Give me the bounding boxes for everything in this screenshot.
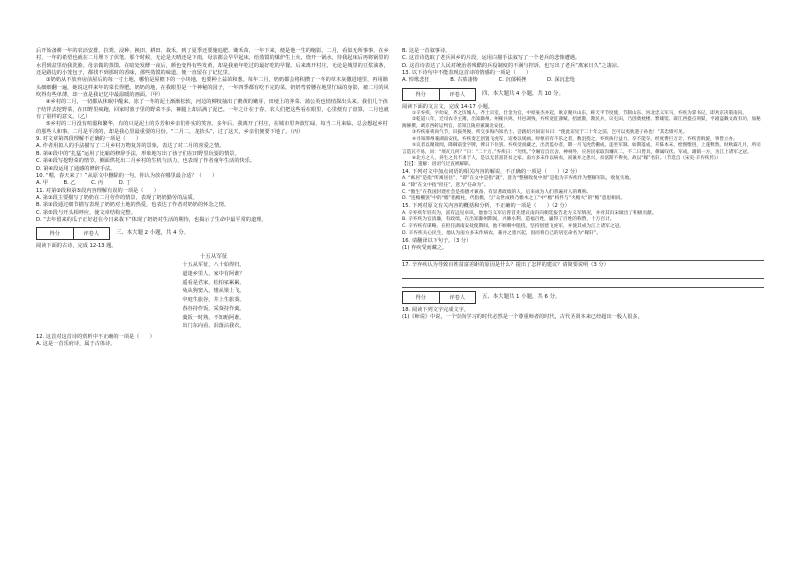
poem-line: 遥看是君家，松柏冢累累。 <box>182 279 245 286</box>
question-15: 15. 下列对原文有关内容的概括和分析，不正确的一项是（ ）（2 分） <box>402 203 570 210</box>
poem-block <box>36 253 391 331</box>
question-10-options: A. 甲 B. 乙 C. 丙 D. 丁 <box>36 180 132 187</box>
section-3-header: 三、本大题 2 小题，共 4 分。 <box>116 230 190 237</box>
classical-text <box>402 111 764 169</box>
poem-line: 兔从狗窦入，雉从梁上飞。 <box>182 288 245 295</box>
poem-line: 十五从军征，八十始得归。 <box>182 262 245 269</box>
question-12: 12. 这首对这首诗的赏析中不正确的一项是（ ） <box>36 333 155 340</box>
question-11-option-d: D. “去年留来的瓜子正好赶在今日来栽下”体现了奶奶对生活的期待，也揭示了生命中最平常的道理。 <box>36 216 267 223</box>
score-cells <box>36 227 110 240</box>
reading-para-4: ④乡村的二月，一切都从休眠中醒来。冻了一冬的泥土渐渐松软，河边的柳枝抽出了鹅黄的嫩芽，田埂上的荠菜、蒲公英也悄悄探出头来。我们几个孩子结伴去挖野菜，在田野里疯跑，回家时篮子里的野菜不多，裤腿上却沾满了泥巴。一年之计在于春，农人们把这些看在眼里，心里便有了盘算，二月也就有了别样的意义。（乙） <box>36 99 389 121</box>
section-4-intro: 阅读下面的文言文，完成 14-17 小题。 <box>402 103 493 110</box>
question-11-option-c: C. 第⑤段与开头相呼应，使文章结构完整。 <box>36 209 136 216</box>
question-14-option-b: B. “除”在文中指“担任”，意为“任命为”。 <box>402 182 489 188</box>
classical-para-2: ②乾道八年，迁司农寺主簿，出知滁州。州罹兵烬，井邑凋残，弃疾宽征薄赋，招流散，教民兵，议屯田，乃创奠枕楼、繁雄馆。辟江西提点刑狱，平剧盗赖文政有功，加秘阁修撰。调京西转运判官，差知江陵府兼湖北安抚。 <box>402 117 761 129</box>
poem-title: 十五从军征 <box>199 253 228 260</box>
classical-para-6: ⑥北方之人，养生之具不求于人，是以无甚富甚贫之家。南方多末作以病农，而兼并之患兴，贫富斯不侔矣。故以“稼”名轩。（节选自《宋史·辛弃疾传》） <box>412 155 721 161</box>
score-label: 得分 <box>403 292 440 303</box>
score-box-section-5 <box>402 291 764 304</box>
classical-para-1: ①辛弃疾，字幼安，齐之历城人。齐土宗室，仕金为官，中原豪杰并起，耿京聚兵山东，称天平节度使，节制山东、河北忠义军马，弃疾为掌书记，即劝京决策南向。 <box>412 111 747 117</box>
question-11: 11. 对第③段和第⑤段内容理解有误的一项是（ ） <box>36 187 159 194</box>
answer-line[interactable] <box>402 271 764 279</box>
question-18-text: (1)《师说》中说，一个崇尚学习的时代必然是一个尊重师者的时代，古代圣贤本来已经超出一般人很多， <box>402 314 643 321</box>
question-11-option-b: B. 第③段通过细节描写表现了奶奶对土地的热爱，也表达了作者对奶奶的怀念之情。 <box>36 202 230 209</box>
annotation-note: 【注】：遗解：因语气过直被解职。 <box>402 162 474 168</box>
question-15-option-a: A. 辛弃疾年轻有为，富有远见卓识，他参与义军后曾首先建议南归向朝廷报告北方义军情况，并对其归宋做出了积极贡献。 <box>402 210 657 216</box>
poem-line: 中庭生旅谷，井上生旅葵。 <box>182 297 245 304</box>
reading-para-3: ③奶奶从不放弃房前屋后的每一寸土地，哪怕是屋檐下的一小块地，也要种上蒜苗和葱。每年二月，奶奶都会将积攒了一冬的草木灰撒进地里，再用锄头细细翻一遍，她说这样来年的菜长得肥。奶奶的地，在我眼里是一个神秘的园子，一年四季都有吃不完的菜。奶奶弯着腰在地里忙碌的身影，被二月的风吹得有些单薄，却一直是我记忆中最温暖的画面。（甲） <box>36 77 389 99</box>
question-18: 18. 阅读下列文字完成文字。 <box>402 306 469 313</box>
reading-para-5: ⑤乡村的二月没有喧嚣和繁华，有的只是泥土的芬芳和乡亲们朴实的笑容。多年后，我离开了村庄，在城市里奔波忙碌，每当二月来临，总会想起乡村的那些人和事。二月是平淡的，却是我心里最重要的月份。“二月二，龙抬头”，过了这天，乡亲们便要下地了。（丙） <box>36 121 388 135</box>
classical-para-5: ⑤议者以聚敛闻，降御前金字牌，俾日下住罢。弃疾受而藏之，出责监办者，期一月飞虎营栅成，违坐军制。如期落成，开陈本末，绘图缴进，上遂释然。时秋霖几月，所司言造瓦不易，问：“须瓦几何？”曰：“二十万。”弃疾曰：“勿忧。”令厢官自官舍、神祠外，应居民家取沟𡑞瓦二，不二日皆具，僚属叹伏。军成，雄镇一方，为江上诸军之冠。 <box>402 143 761 155</box>
question-14: 14. 下列对文中加点词语的相关内容的解说，不正确的一项是（ ）（2 分） <box>402 168 581 175</box>
question-10: 10. “嗯，春天来了！”从原文中删除的一句，你认为放在哪里最合适？（ ） <box>36 172 218 179</box>
question-12-option-c: C. 这首诗选取了老兵回乡的片段，运用白描手法叙写了一个老兵的悲惨遭遇。 <box>402 55 581 62</box>
score-label: 得分 <box>37 228 74 239</box>
grader-label: 评卷人 <box>449 294 466 301</box>
score-label: 得分 <box>403 89 440 100</box>
right-column <box>402 48 764 322</box>
classical-para-4: ④寻知潭州兼湖南安抚。弃疾奏乞创置飞虎军，诏委以规画。时枢府有不乐之者，数沮挠之，弃疾执行益力，卒不能夺。经度费巨万计，弃疾善斡旋，事皆立办。 <box>412 136 738 142</box>
classical-para-3: ③弃疾豪爽尚气节，识拔英俊，所交多海内知名士。尝跋绍兴间诏书曰：“使此诏见于二十年之前，岂可以夷狄遗子孙也！”其忠愤可见。 <box>412 130 688 136</box>
score-box-section-3 <box>36 227 391 240</box>
question-16: 16. 请翻译以下句子。（3 分） <box>402 237 472 244</box>
answer-line[interactable] <box>402 253 764 261</box>
section-4-header: 四、本大题共 4 小题，共 10 分。 <box>482 90 564 97</box>
question-12-option-d: D. 这首诗表达了人民对统治者残酷的兵役制度的不满与控诉，也写出了老兵“离家日久”之凄凉。 <box>402 62 623 69</box>
question-15-option-d: D. 辛弃疾关心民生，他认为南方多末作病农，兼并之患兴起，因而将自己的居室命名为“稼轩”。 <box>402 230 601 236</box>
question-9-option-d: D. 第④段运用了通感的修辞手法。 <box>36 165 116 172</box>
score-box-section-4 <box>402 88 764 101</box>
question-11-option-a: A. 第③段主要描写了奶奶在二月劳作的情景，表现了奶奶勤劳的品质。 <box>36 194 198 201</box>
question-9-option-c: C. 第④段写挖野菜的情节，侧面烘托出二月乡村的生机与活力，也表现了作者童年生活的快乐。 <box>36 158 256 165</box>
poem-line: 羹饭一时熟，不知贻阿谁。 <box>182 314 245 321</box>
question-13: 13. 以下诗句中不能表现这首诗的情感的一项是（ ） <box>402 70 532 77</box>
question-14-option-c: C. “傲生”在我国封建社会是指德才兼备、有显著政绩的人，后来成为人们普遍对人的尊称。 <box>402 189 592 195</box>
question-9-option-b: B. 第④段中的“扎猛”运用了比喻的修辞手法，形象地写出了孩子们在田野里玩耍的情景。 <box>36 150 240 157</box>
section-3-intro: 阅读下面的古诗，完成 12-13 题。 <box>36 243 117 250</box>
question-15-option-b: B. 辛弃疾为官清廉，有政绩，在出知滁州期间，兴修水利，造福百姓，赢得了百姓的称赞，十万百计。 <box>402 217 615 223</box>
question-17: 17. 辛弃疾认为导致百姓贫富差距的原因是什么？提出了怎样的建议？请简要说明（3 分） <box>402 262 609 269</box>
score-cells <box>402 291 476 304</box>
answer-line[interactable] <box>402 280 764 288</box>
poem-line: 道逢乡里人，家中有阿谁？ <box>182 271 245 277</box>
question-13-options: A. 悼歌悲狂 B. 古墓凄惨 C. 沉郁顿挫 D. 深沉悲怆 <box>402 77 576 84</box>
grader-label: 评卷人 <box>83 231 100 238</box>
grader-label: 评卷人 <box>449 91 466 98</box>
question-14-option-d: D. “连檐栅罢”中的“檐”指檐柱，代指檐，与“众世成桥乃檐木之工”中“檐”构件与“火檐火”的“檐”意思相同。 <box>402 196 626 202</box>
section-5-header: 五、本大题共 1 小题，共 6 分。 <box>482 293 561 300</box>
left-column <box>36 48 391 349</box>
question-12-option-a: A. 这是一首乐府诗，属于古体诗。 <box>36 341 116 348</box>
question-9-option-a: A. 作者用拟人的手法描写了二月乡村万物复苏的景象，表达了对二月的喜爱之情。 <box>36 143 225 150</box>
question-15-option-c: C. 辛弃疾有谋略，在担任湖南安抚使期间，他不顾朝中阻挠，坚持创建飞虎军，并使其成为江上诸军之冠。 <box>402 224 624 230</box>
poem-line: 舂谷持作饭，采葵持作羹。 <box>182 305 245 312</box>
question-9: 9. 对文章第四段理解不正确的一项是（ ） <box>36 136 142 143</box>
question-14-option-a: A. “寓居”是指“所寓居住”，“即”在文中是指“就”，意为“整顿收复中原”是指为辛弃疾作为整顿军队，收复失地。 <box>402 176 634 182</box>
reading-para-intro: 后开始备耕一年的农活安排，拉粪、浸种、换田、耕田、栽禾，到了夏季还要施追肥、锄禾苗，一年下来，便是他一生的缩影。二月，看似无所事事，在乡村，一年的希望也就在二月埋下了伏笔。那个时候，无论是天晴还是下雨，母亲都会早早起床，给蒸馍的煤炉生上火，烧开一锅水，待我起床后再将锅里的水舀到盆里给我洗脸。母亲做的蒸馍，在暗处发酵一夜后，颜色变得有些发黄，却是我童年吃过的最好吃的早餐。后来离开村庄，无论是城里的豆浆油条，还是路边的小笼包子，都找不到那时的香味，那些蒸馍的味道，便一直留在了记忆里。 <box>36 48 389 77</box>
score-cells <box>402 88 476 101</box>
question-12-option-b: B. 这是一首叙事诗。 <box>402 48 451 54</box>
question-16-item-1: (1) 弃疾受而藏之。 <box>402 245 448 252</box>
poem-line: 出门东向看，泪落沾我衣。 <box>182 323 245 330</box>
